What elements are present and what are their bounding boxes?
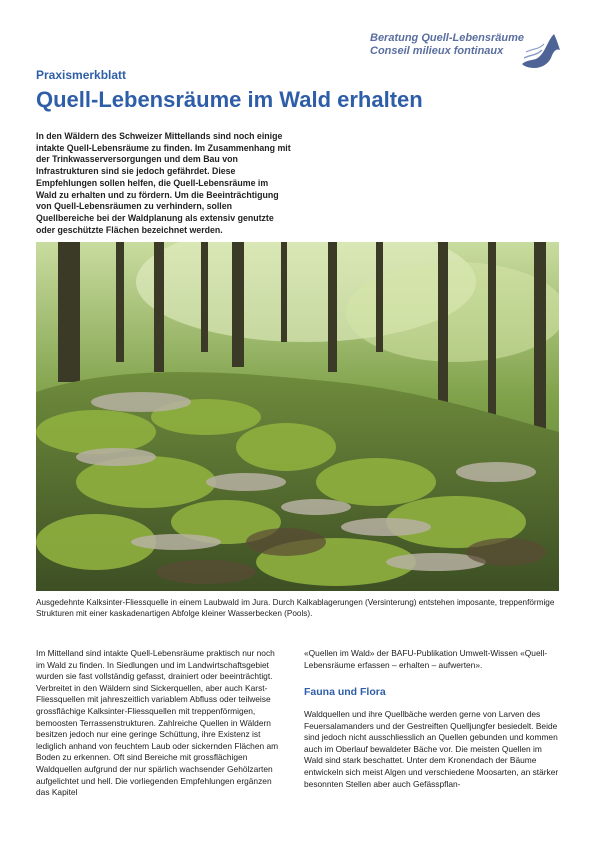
body-left-column: Im Mittelland sind intakte Quell-Lebensräume praktisch nur noch im Wald zu finden. In Siedlungen und im Landwirtschaftsgebiet wurden sie fast vollständig gefasst, drainiert oder beeinträchtigt. Verbreitet in den Wäldern sind Sickerquellen, aber auch Karst-Fliessquellen mit jahreszeitlich variablem Abfluss oder teilweise grossflächige Kalksinter-Fliessquellen mit treppenförmigen, bemoosten Terrassenstrukturen. Zahlreiche Quellen in Wäldern besitzen jedoch nur eine geringe Schüttung, ihre Existenz ist lediglich anhand von feuchtem Laub oder sickernden Flächen am Boden zu erkennen. Oft sind Bereiche mit grossflächigen Waldquellen aufgrund der nur spärlich wachsender Gehölzarten aufgelichtet und hell. Die vorliegenden Empfehlungen ergänzen das Kapitel: [36, 648, 279, 798]
body-right-intro: «Quellen im Wald» der BAFU-Publikation Umwelt-Wissen «Quell-Lebensräume erfassen – erhalten – aufwerten».: [304, 648, 548, 670]
logo-line-2: Conseil milieux fontinaux: [370, 45, 504, 57]
photo-caption: Ausgedehnte Kalksinter-Fliessquelle in einem Laubwald im Jura. Durch Kalkablagerungen (Versinterung) entstehen imposante, treppenförmige Strukturen mit einer kaskadenartigen Abfolge kleiner Wasserbecken (Pools).: [36, 598, 555, 619]
lead-paragraph: In den Wäldern des Schweizer Mittellands sind noch einige intakte Quell-Lebensräume zu finden. Im Zusammenhang mit der Trinkwasserversorgungen und dem Bau von Infrastrukturen sind sie jedoch gefährdet. Diese Empfehlungen sollen helfen, die Quell-Lebensräume im Wald zu erhalten und zu fördern. Um die Beeinträchtigung von Quell-Lebensräumen zu verhindern, sollen Quellbereiche bei der Waldplanung als extensiv genutzte oder geschützte Flächen bezeichnet werden.: [36, 131, 291, 235]
salamander-wave-icon: [520, 28, 562, 70]
kicker: Praxismerkblatt: [36, 68, 127, 82]
forest-spring-photo: [36, 242, 559, 591]
page-title: Quell-Lebensräume im Wald erhalten: [36, 87, 423, 112]
logo: [370, 28, 562, 72]
logo-line-1: Beratung Quell-Lebensräume: [370, 32, 525, 44]
body-right-column: Waldquellen und ihre Quellbäche werden gerne von Larven des Feuersalamanders und der Gestreiften Quelljungfer besiedelt. Beide sind jedoch nicht ausschliesslich an Quellen gebunden und kommen auch im Oberlauf bewaldeter Bäche vor. Die meisten Quellen im Wald sind stark beschattet. Unter dem Kronendach der Bäume entwickeln sich meist Algen und verschiedene Moosarten, an stärker besonnten Stellen aber auch Gefässpflan-: [304, 709, 559, 789]
logo-text: [370, 32, 524, 58]
section-heading-fauna-flora: Fauna und Flora: [304, 686, 386, 698]
